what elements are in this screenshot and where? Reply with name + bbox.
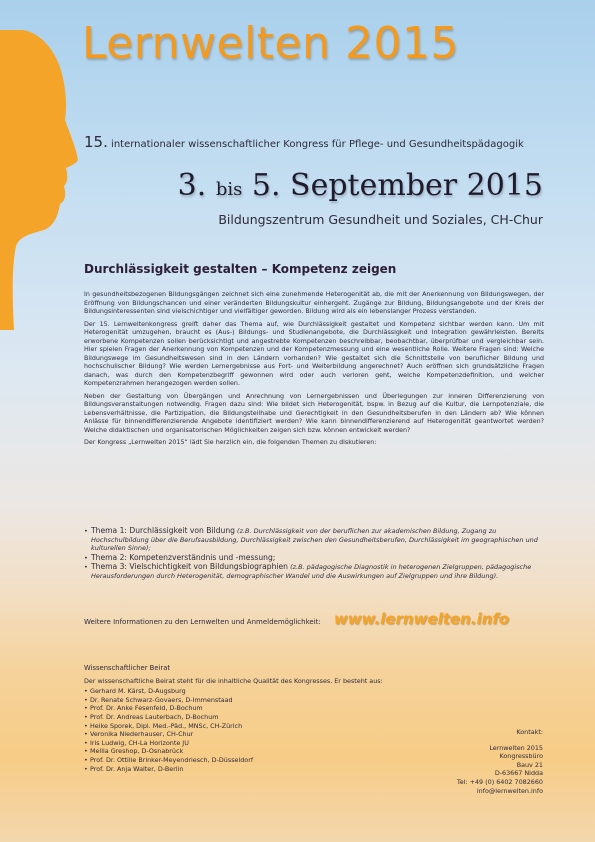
- list-item: • Prof. Dr. Andreas Lauterbach, D-Bochum: [84, 713, 384, 722]
- section-title: Durchlässigkeit gestalten – Kompetenz zeigen: [84, 262, 397, 276]
- event-venue: Bildungszentrum Gesundheit und Soziales, CH-Chur: [218, 212, 543, 227]
- list-item: • Mellia Greshop, D-Osnabrück: [84, 747, 384, 756]
- info-row: [84, 609, 544, 628]
- event-title: Lernwelten 2015: [82, 18, 459, 69]
- contact-line: Lernwelten 2015: [489, 743, 543, 752]
- paragraph: Neben der Gestaltung von Übergängen und Anrechnung von Lernergebnissen und Überlegungen zur inneren Differenzierung von Bildungsveranstaltungen notwendig. Fragen dazu sind: Wie bildet sich Heterogenität, bspw. in Bezug auf die Kultur, die Lernpotenziale, die Lebensverhältnisse, die Partizipation, die Bildungsteilhabe und Gerechtigkeit in den Gesundheitsberufen in den Ländern ab? Wie können Anlässe für binnendifferenzierende Angebote identifiziert werden? Wie kann binnendifferenzierend auf Heterogenität geantwortet werden? Welche didaktischen und organisatorischen Möglichkeiten zeigen sich bzw. können entwickelt werden?: [84, 392, 544, 434]
- date-separator: bis: [215, 179, 243, 200]
- contact-label: Kontakt:: [516, 728, 543, 736]
- theme-label: Thema 1: Durchlässigkeit von Bildung: [91, 526, 235, 535]
- paragraph: In gesundheitsbezogenen Bildungsgängen zeichnet sich eine zunehmende Heterogenität ab, die mit der Anerkennung von Bildungswegen, der Eröffnung von Bildungschancen und einer veränderten Bildungskultur einhergeht. Zugänge zur Bildung, Bildungsangebote und der Kreis der Bildungsinteressenten sind vielschichtiger und vielfältiger geworden. Bildung wird als ein lebenslanger Prozess verstanden.: [84, 291, 544, 315]
- list-item: • Prof. Dr. Anja Walter, D-Berlin: [84, 765, 384, 774]
- list-item: • Dr. Renate Schwarz-Govaers, D-Immenstaad: [84, 696, 384, 705]
- list-item: • Prof. Dr. Ottilie Brinker-Meyendriesch, D-Düsseldorf: [84, 756, 384, 765]
- list-item: • Iris Ludwig, CH-La Horizonte JU: [84, 739, 384, 748]
- contact-line: Kongressbüro: [499, 752, 543, 761]
- contact-line: D-63667 Nidda: [494, 769, 543, 778]
- edition-number: 15.: [84, 133, 108, 151]
- head-silhouette-logo: [0, 30, 80, 330]
- list-item: • Heike Sporek, Dipl. Med.-Päd., MNSc, CH-Zürich: [84, 722, 384, 731]
- member-list: [84, 687, 384, 773]
- date-start: 3.: [177, 168, 207, 203]
- theme-label: Thema 3: Vielschichtigkeit von Bildungsbiographien: [91, 562, 288, 571]
- list-item: • Veronika Niederhauser, CH-Chur: [84, 730, 384, 739]
- paragraph: Der Kongress „Lernwelten 2015“ lädt Sie herzlich ein, die folgenden Themen zu diskutieren:: [84, 439, 377, 446]
- theme-note: (z.B. Durchlässigkeit von der beruflichen zur akademischen Bildung, Zugang zu Hochschulbildung über die Berufsausbildung, Durchlässigkeit zwischen den Gesundheitsberufen, Durchlässigkeit im geographischen und kulturellen Sinne);: [91, 527, 538, 552]
- info-text: Weitere Informationen zu den Lernwelten und Anmeldemöglichkeit:: [84, 618, 321, 626]
- theme-item: [84, 563, 544, 580]
- theme-label: Thema 2: Kompetenzverständnis und -messung;: [91, 552, 276, 562]
- paragraph: Der 15. Lernweltenkongress greift daher das Thema auf, wie Durchlässigkeit gestaltet und Kompetenz sichtbar werden kann. Um mit Heterogenität umzugehen, braucht es (Aus-) Bildungs- und Studienangebote, die Durchlässigkeit und Integration gewährleisten. Bereits erworbene Kompetenzen sollen berücksichtigt und angestrebte Kompetenzen beschreibbar, beobachtbar, überprüfbar und vergleichbar sein. Hier spielen Fragen der Anerkennung von Kompetenzen und der Kompetenzmessung und eine wesentliche Rolle. Weitere Fragen sind: Welche Bildungswege im Gesundheitswesen sind in den Ländern vorhanden? Wie gestaltet sich die Schnittstelle von beruflicher Bildung und hochschulischer Bildung? Wie werden Lernergebnisse aus Fort- und Weiterbildung angerechnet? Auch eröffnen sich grundsätzliche Fragen danach, was durch den Kompetenzbegriff gewonnen wird oder auch verloren geht, welche Kompetenzdefinition, und welcher Kompetenzrahmen herangezogen werden sollen.: [84, 320, 544, 387]
- theme-note: (z.B. pädagogische Diagnostik in heterogenen Zielgruppen, pädagogische Herausforderungen durch Heterogenität, demographischer Wandel und die Auswirkungen auf Zielgruppen und ihre Bildung).: [91, 563, 532, 580]
- theme-item: [84, 554, 544, 563]
- list-item: • Prof. Dr. Anke Fesenfeld, D-Bochum: [84, 704, 384, 713]
- website-link[interactable]: www.lernwelten.info: [333, 610, 510, 628]
- event-dates: [178, 168, 543, 203]
- event-subtitle: [84, 133, 524, 151]
- contact-email[interactable]: info@lernwelten.info: [476, 786, 543, 795]
- subtitle-text: internationaler wissenschaftlicher Kongress für Pflege- und Gesundheitspädagogik: [111, 139, 524, 150]
- advisory-board-intro: Der wissenschaftliche Beirat steht für die inhaltliche Qualität des Kongresses. Er besteht aus:: [84, 676, 383, 685]
- theme-list: [84, 527, 544, 581]
- contact-line: Bauv 21: [516, 760, 543, 769]
- body-text: [84, 291, 544, 452]
- list-item: • Gerhard M. Kärst, D-Augsburg: [84, 687, 384, 696]
- contact-block: [457, 728, 543, 795]
- contact-phone: Tel: +49 (0) 6402 7082660: [456, 777, 543, 786]
- date-end: 5. September 2015: [251, 168, 543, 203]
- theme-item: [84, 527, 544, 553]
- advisory-board: [84, 664, 384, 773]
- advisory-board-title: Wissenschaftlicher Beirat: [84, 664, 171, 672]
